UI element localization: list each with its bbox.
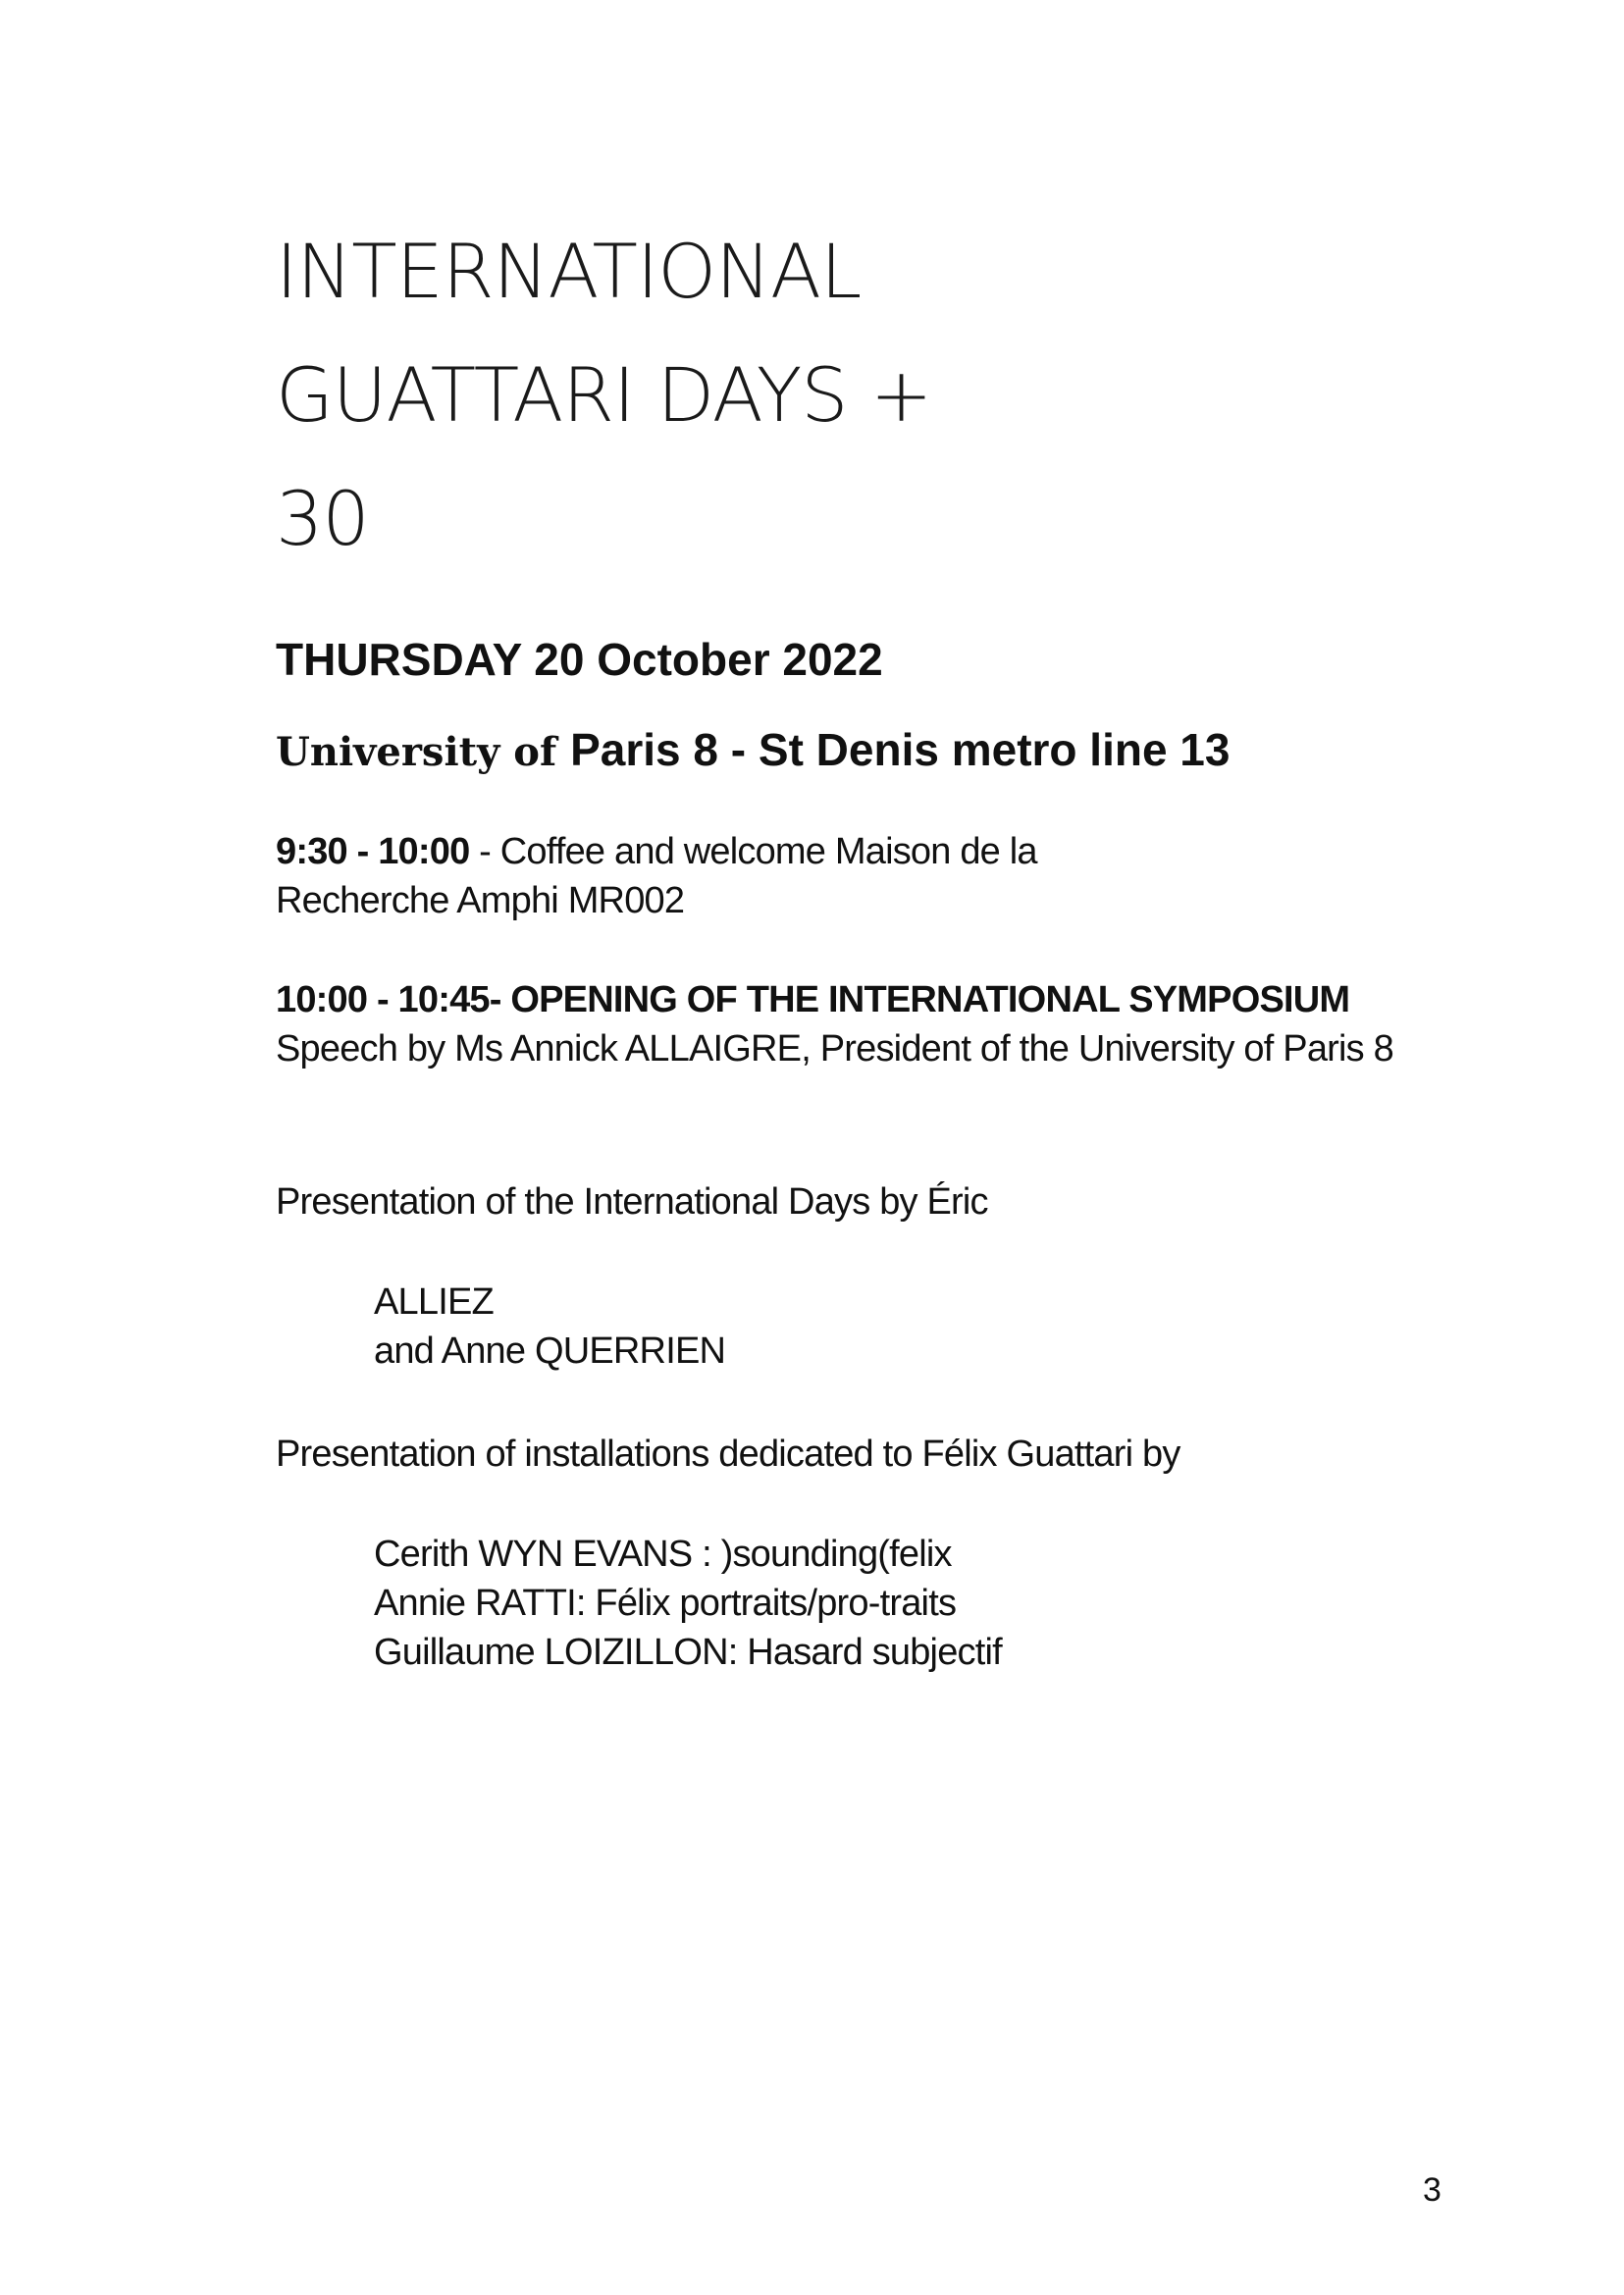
- installations-intro: Presentation of installations dedicated to Félix Guattari by: [276, 1434, 1180, 1475]
- presentation-days-names: [374, 1278, 725, 1376]
- title-line-1: INTERNATIONAL: [276, 228, 862, 315]
- venue-location: Paris 8 - St Denis metro line 13: [570, 724, 1231, 775]
- welcome-time: 9:30 - 10:00: [276, 831, 470, 872]
- presenter-line-1: ALLIEZ: [374, 1281, 494, 1323]
- venue-prefix: University of: [276, 729, 571, 775]
- presenter-line-2: and Anne QUERRIEN: [374, 1330, 726, 1372]
- venue-heading: [276, 723, 1230, 776]
- opening-speech: Speech by Ms Annick ALLAIGRE, President of the University of Paris 8: [276, 1028, 1393, 1069]
- presentation-days-intro: Presentation of the International Days by Éric: [276, 1181, 988, 1223]
- installation-item: Cerith WYN EVANS : )sounding(felix: [374, 1534, 952, 1575]
- title-line-2: GUATTARI DAYS +: [276, 351, 932, 439]
- page-number: 3: [1423, 2171, 1441, 2209]
- welcome-entry: [276, 827, 1037, 925]
- installation-item: Annie RATTI: Félix portraits/pro-traits: [374, 1583, 957, 1624]
- installations-list: [374, 1530, 1002, 1677]
- document-title: [276, 210, 1159, 581]
- welcome-description: - Coffee and welcome Maison de la: [469, 831, 1037, 872]
- title-line-3: 30: [276, 475, 369, 562]
- installation-item: Guillaume LOIZILLON: Hasard subjectif: [374, 1632, 1002, 1673]
- opening-entry: [276, 975, 1393, 1073]
- day-heading: THURSDAY 20 October 2022: [276, 634, 883, 685]
- opening-title: 10:00 - 10:45- OPENING OF THE INTERNATIONAL SYMPOSIUM: [276, 979, 1350, 1020]
- welcome-location: Recherche Amphi MR002: [276, 880, 685, 921]
